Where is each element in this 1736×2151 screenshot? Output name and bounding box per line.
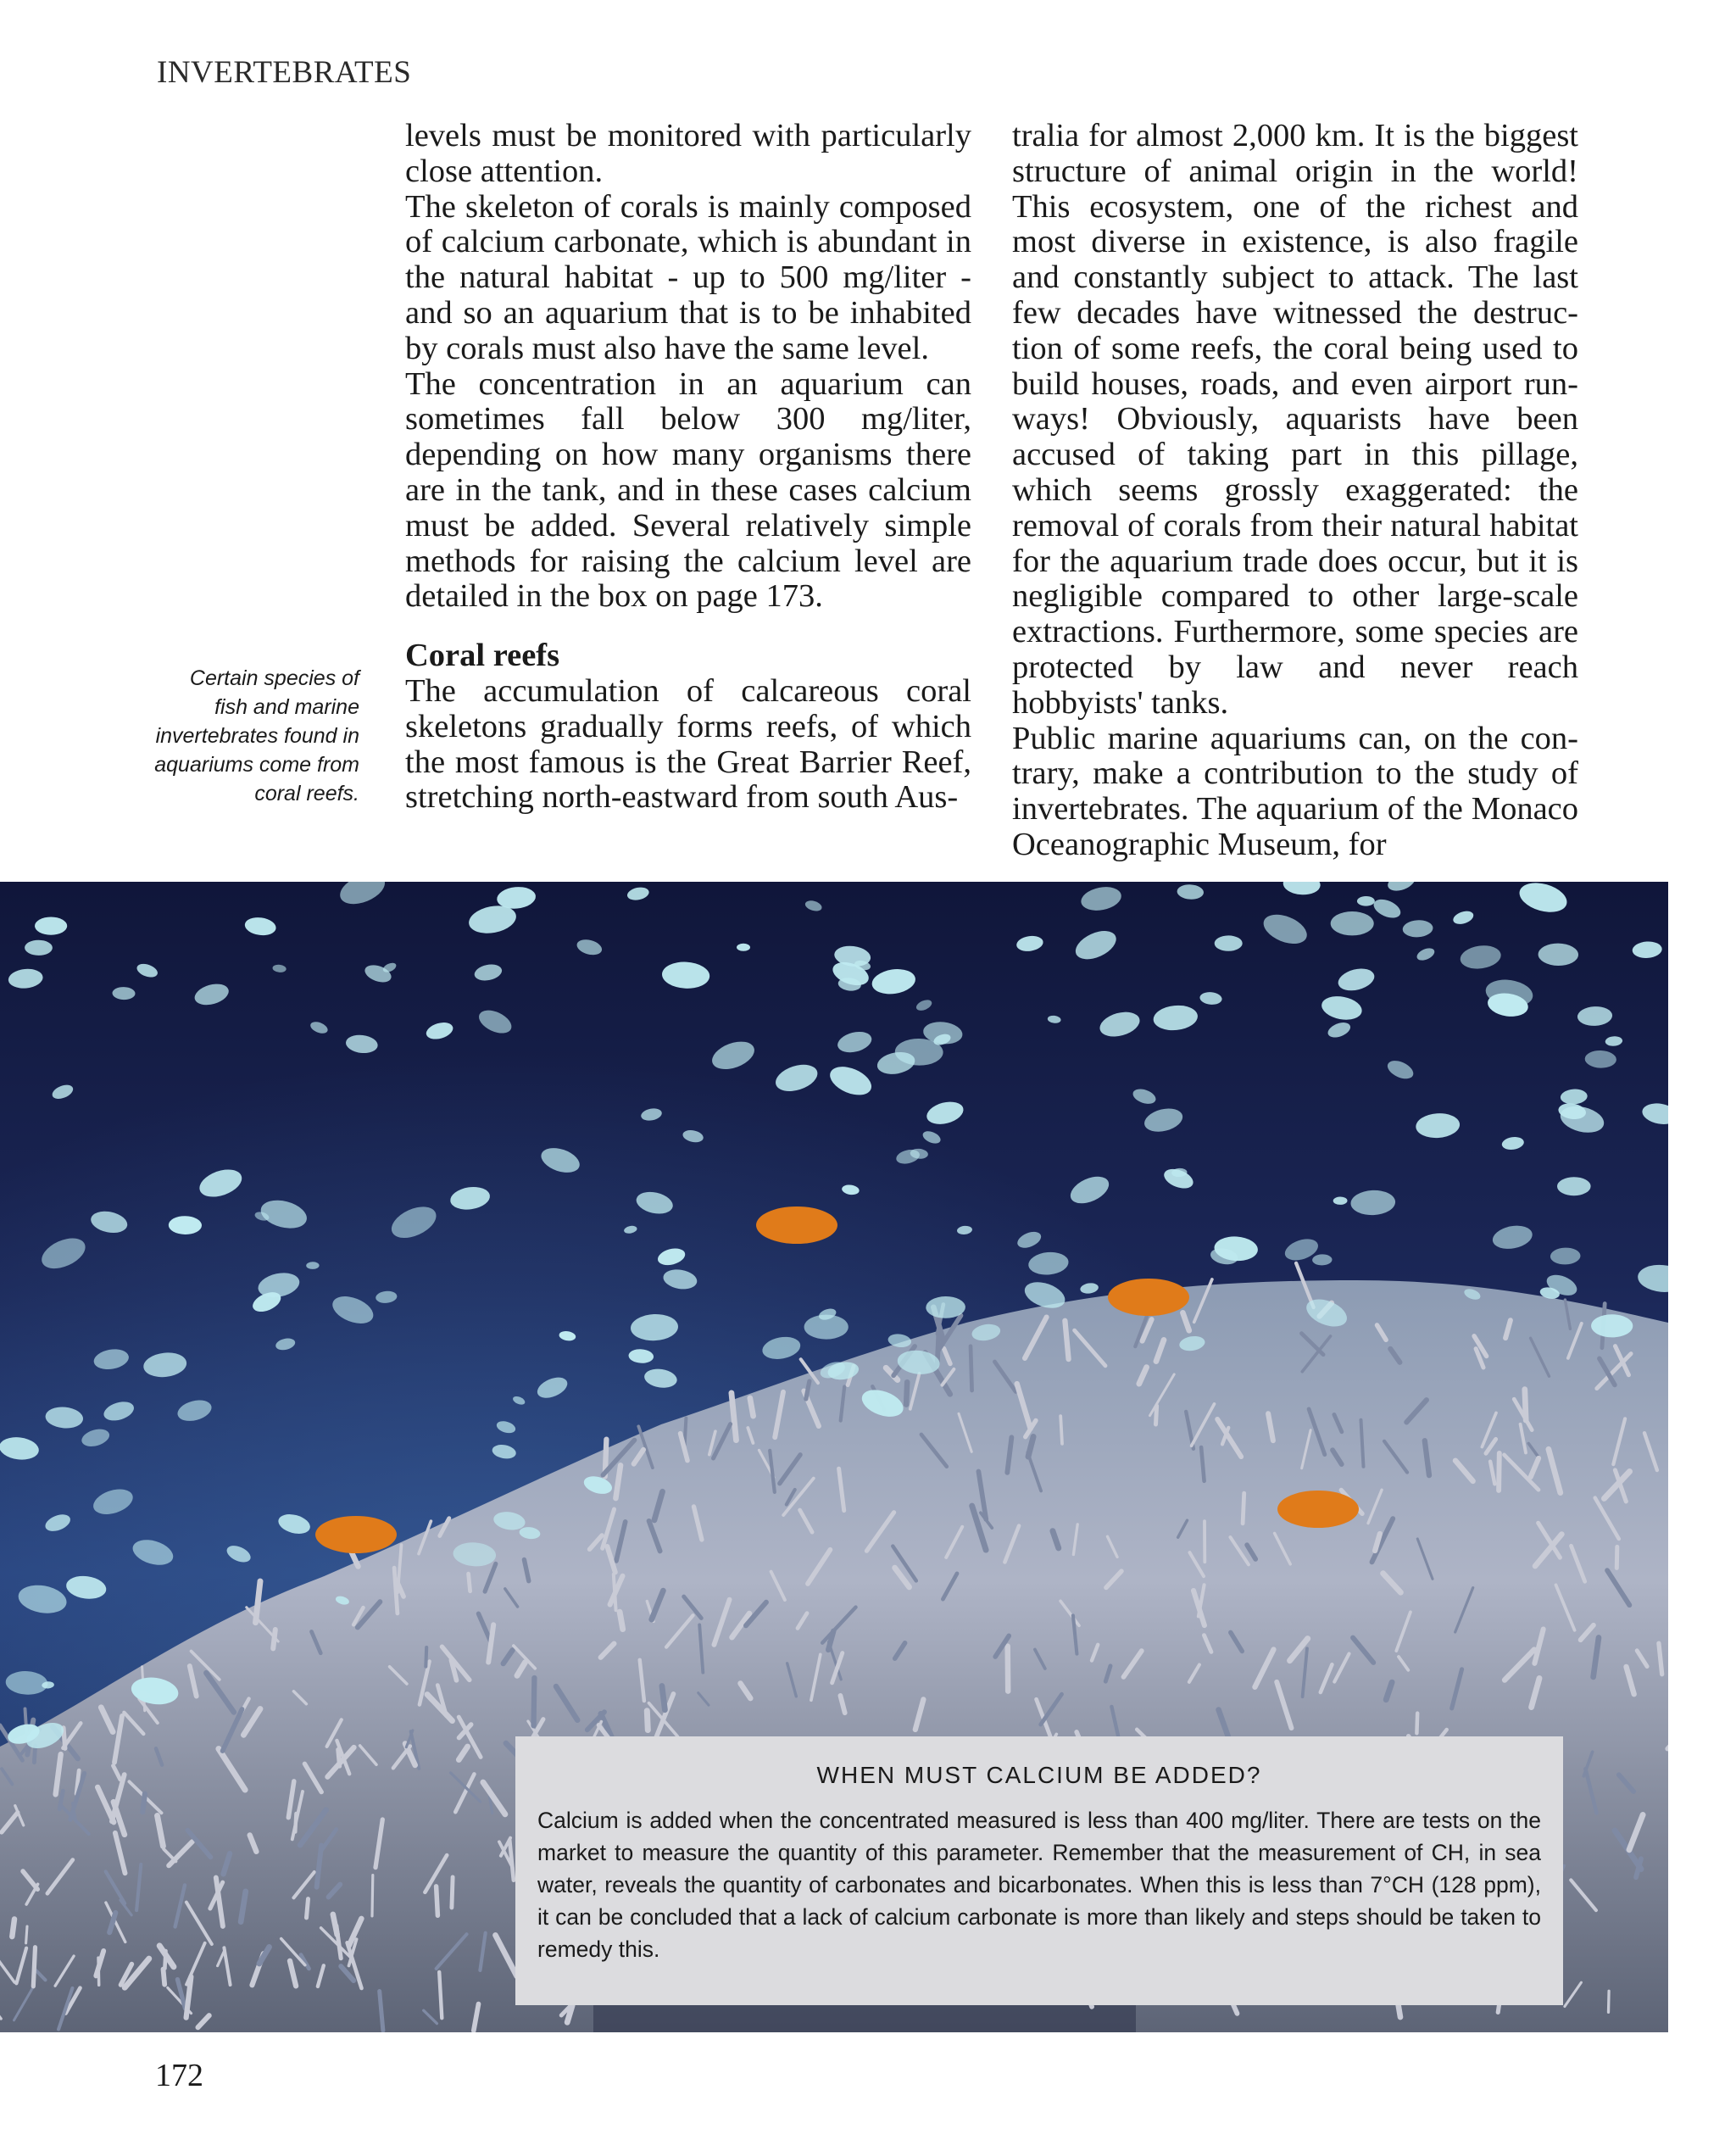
coral-branch bbox=[534, 1678, 535, 1725]
coral-branch bbox=[1525, 1390, 1526, 1421]
coral-branch bbox=[1243, 1493, 1244, 1524]
running-head: INVERTEBRATES bbox=[157, 55, 412, 90]
body-paragraph: The concentration in an aquarium can sometimes fall below 300 mg/liter, depending on how many organisms there are in the tank, and in these cases calcium must be added. Several relatively simple methods for raising the calcium level are detailed in the box on page 173. bbox=[405, 365, 971, 615]
coral-branch bbox=[372, 1875, 373, 1916]
coral-branch bbox=[1065, 1321, 1068, 1359]
body-paragraph: levels must be monitored with particularly close attention. bbox=[405, 118, 971, 189]
coral-branch bbox=[662, 1686, 665, 1710]
coral-branch bbox=[439, 1972, 442, 2018]
coral-branch bbox=[971, 1346, 972, 1390]
coral-branch bbox=[750, 1398, 754, 1416]
fish bbox=[1591, 1314, 1633, 1337]
fish bbox=[1331, 911, 1374, 935]
text-column-left bbox=[405, 119, 971, 816]
coral-branch bbox=[1609, 1991, 1610, 2012]
page-number: 172 bbox=[155, 2058, 203, 2093]
coral-branch bbox=[26, 1926, 27, 1943]
orange-fish bbox=[1108, 1279, 1189, 1316]
coral-branch bbox=[1499, 1453, 1500, 1491]
orange-fish bbox=[1277, 1491, 1359, 1528]
coral-branch bbox=[33, 1948, 35, 1987]
coral-branch bbox=[1416, 1714, 1417, 1734]
coral-branch bbox=[98, 1958, 99, 1985]
text-column-right bbox=[1012, 119, 1578, 863]
coral-branch bbox=[1008, 1647, 1009, 1691]
coral-branch bbox=[1060, 1416, 1062, 1444]
coral-branch bbox=[1156, 1406, 1157, 1424]
coral-branch bbox=[452, 1877, 453, 1908]
coral-branch bbox=[469, 1574, 470, 1591]
info-box-title: WHEN MUST CALCIUM BE ADDED? bbox=[816, 1762, 1262, 1788]
orange-fish bbox=[315, 1516, 397, 1553]
fish bbox=[1357, 896, 1375, 906]
sidebar-caption: Certain species of fish and marine invertebrates found in aquariums come from coral reefs. bbox=[154, 666, 359, 805]
fish bbox=[1557, 1177, 1591, 1195]
orange-fish bbox=[756, 1206, 837, 1244]
section-heading: Coral reefs bbox=[405, 638, 560, 674]
coral-branch bbox=[437, 1886, 438, 1915]
coral-branch bbox=[620, 1612, 623, 1629]
coral-branch bbox=[685, 1418, 687, 1446]
body-paragraph: tralia for almost 2,000 km. It is the biggest structure of animal origin in the world! This ecosystem, one of the richest and most diverse in existence, is also fragile and constantly subject to attack. The last few decades have witnessed the destruction of some reefs, the coral being used to build houses, roads, and even airport runways! Obviously, aquarists have been accused of taking part in this pillage, which seems grossly exaggerated: the removal of corals from their natural habitat for the aquarium trade does occur, but it is negligible compared to other large-scale extractions. Furthermore, some species are protected by law and never reach hobbyists' tanks. bbox=[1012, 118, 1578, 721]
coral-branch bbox=[295, 1814, 296, 1832]
coral-branch bbox=[164, 1970, 165, 1985]
info-box-body: Calcium is added when the concentrated measured is less than 400 mg/liter. There are tests on the market to measure the quantity of this parameter. Remember that the measurement of CH, in sea water, reveals the quantity of carbonates and bicarbonates. When this is less than 7°CH (128 ppm), it can be concluded that a lack of calcium carbonate is more than likely and steps should be taken to remedy this. bbox=[537, 1808, 1541, 1962]
coral-branch bbox=[1616, 1546, 1617, 1568]
coral-branch bbox=[12, 1920, 14, 1937]
coral-branch bbox=[273, 1630, 275, 1648]
coral-branch bbox=[142, 1794, 145, 1813]
fish bbox=[1215, 935, 1243, 951]
coral-branch bbox=[1659, 1643, 1662, 1675]
fish bbox=[35, 917, 67, 935]
body-paragraph: Public marine aquariums can, on the contrary, make a contribution to the study of invertebrates. The aquarium of the Monaco Oceanographic Museum, for bbox=[1012, 720, 1578, 862]
coral-branch bbox=[307, 1899, 309, 1918]
coral-branch bbox=[647, 1711, 648, 1730]
body-paragraph: The accumulation of calcareous coral skeletons gradually forms reefs, of which the most famous is the Great Barrier Reef, stretching north-eastward from south Aus- bbox=[405, 672, 971, 816]
info-box-calcium bbox=[515, 1736, 1563, 2005]
body-paragraph: The skeleton of corals is mainly composed of calcium carbonate, which is abundant in the natural habitat - up to 500 mg/liter - and so an aquarium that is to be inhabited by corals must also have the same level. bbox=[405, 188, 971, 366]
coral-branch bbox=[906, 1382, 907, 1404]
